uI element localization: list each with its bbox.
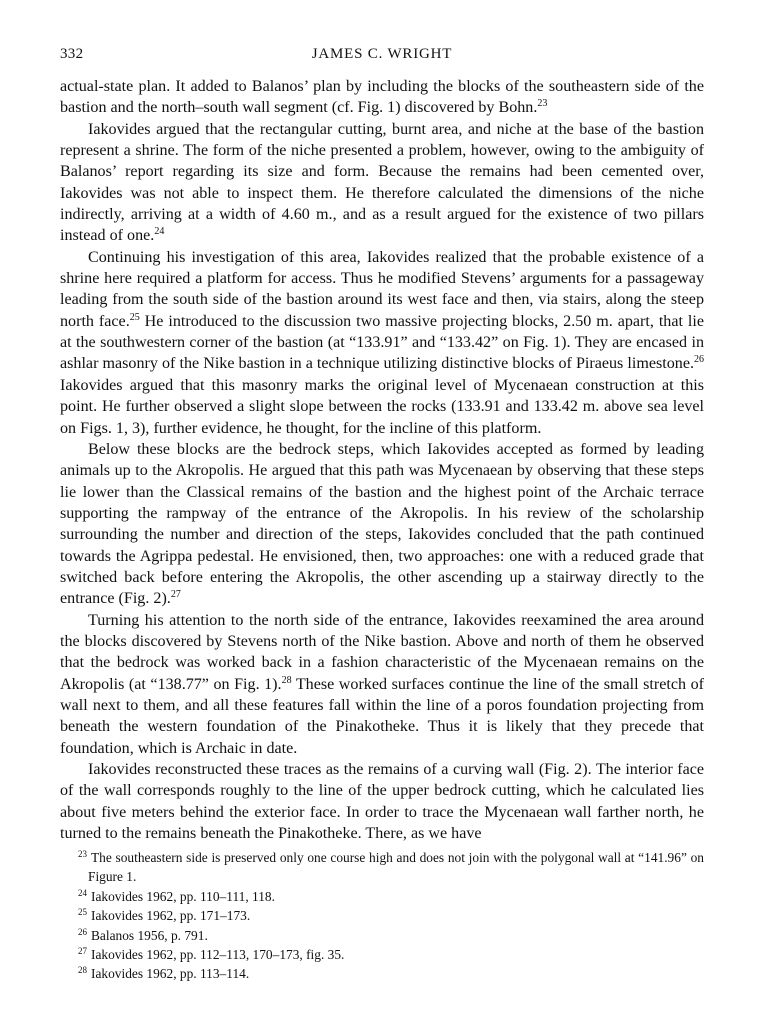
footnote-ref-25[interactable]: 25 [129,311,140,323]
body-text [60,76,704,844]
paragraph-3: Continuing his investigation of this area, Iakovides realized that the probable existence of a shrine here required a platform for access. Thus he modified Stevens’ arguments for a passageway leading from the south side of the bastion around its west face and then, via stairs, along the steep north face.$^{25}$ He introduced to the discussion two massive projecting blocks, 2.50 m. apart, that lie at the southwestern corner of the bastion (at “133.91” and “133.42” on Fig. 1). They are encased in ashlar masonry of the Nike bastion in a technique utilizing distinctive blocks of Piraeus limestone.$^{26}$ Iakovides argued that this masonry marks the original level of Mycenaean construction at this point. He further observed a slight slope between the rocks (133.91 and 133.42 m. above sea level on Figs. 1, 3), further evidence, he thought, for the incline of this platform. [60,248,704,437]
footnote-ref-28[interactable]: 28 [281,674,292,686]
running-head: JAMES C. WRIGHT [311,46,453,62]
paragraph-1: actual-state plan. It added to Balanos’ plan by including the blocks of the southeastern side of the bastion and the north–south wall segment (cf. Fig. 1) discovered by Bohn.$^{23}$ [60,78,704,117]
footnote-26: $^{26}$ Balanos 1956, p. 791. [78,926,208,943]
paragraph-5: Turning his attention to the north side of the entrance, Iakovides reexamined the area around the blocks discovered by Stevens north of the Nike bastion. Above and north of them he observed that the bedrock was worked back in a fashion characteristic of the Mycenaean remains on the Akropolis (at “138.77” on Fig. 1).$^{28}$ These worked surfaces continue the line of the small stretch of wall next to them, and all these features fall within the line of a poros foundation projecting from beneath the western foundation of the Pinakotheke. Thus it is likely that they precede that foundation, which is Archaic in date. [60,611,704,757]
page-header [60,46,704,68]
footnote-ref-26[interactable]: 26 [694,354,704,366]
footnote-ref-23[interactable]: 23 [537,98,548,110]
paragraph-6: Iakovides reconstructed these traces as the remains of a curving wall (Fig. 2). The interior face of the wall corresponds roughly to the line of the upper bedrock cutting, which he calculated lies about five meters behind the exterior face. In order to trace the Mycenaean wall farther north, he turned to the remains beneath the Pinakotheke. There, as we have [60,761,704,843]
footnote-28: $^{28}$ Iakovides 1962, pp. 113–114. [78,965,250,982]
footnotes [60,848,704,984]
paragraph-2: Iakovides argued that the rectangular cutting, burnt area, and niche at the base of the bastion represent a shrine. The form of the niche presented a problem, however, owing to the ambiguity of Balanos’ report regarding its size and form. Because the remains had been cemented over, Iakovides was not able to inspect them. He therefore calculated the dimensions of the niche indirectly, arriving at a width of 4.60 m., and as a result argued for the existence of two pillars instead of one.$^{24}$ [60,120,704,245]
footnote-ref-24[interactable]: 24 [154,226,165,238]
footnote-27: $^{27}$ Iakovides 1962, pp. 112–113, 170–173, fig. 35. [78,946,345,963]
footnote-ref-27[interactable]: 27 [170,589,181,601]
footnote-24: $^{24}$ Iakovides 1962, pp. 110–111, 118. [78,887,275,904]
footnote-25: $^{25}$ Iakovides 1962, pp. 171–173. [78,907,251,924]
page-number: 332 [60,46,84,62]
paragraph-4: Below these blocks are the bedrock steps, which Iakovides accepted as formed by leading animals up to the Akropolis. He argued that this path was Mycenaean by observing that these steps lie lower than the Classical remains of the bastion and the highest point of the Archaic terrace supporting the rampway of the entrance of the Akropolis. In his review of the scholarship surrounding the number and direction of the steps, Iakovides concluded that the path continued towards the Agrippa pedestal. He envisioned, then, two approaches: one with a reduced grade that switched back before entering the Akropolis, the other ascending up a stairway directly to the entrance (Fig. 2).$^{27}$ [60,440,704,608]
footnote-23: $^{23}$ The southeastern side is preserved only one course high and does not join with the polygonal wall at “141.96” on Figure 1. [78,849,704,885]
